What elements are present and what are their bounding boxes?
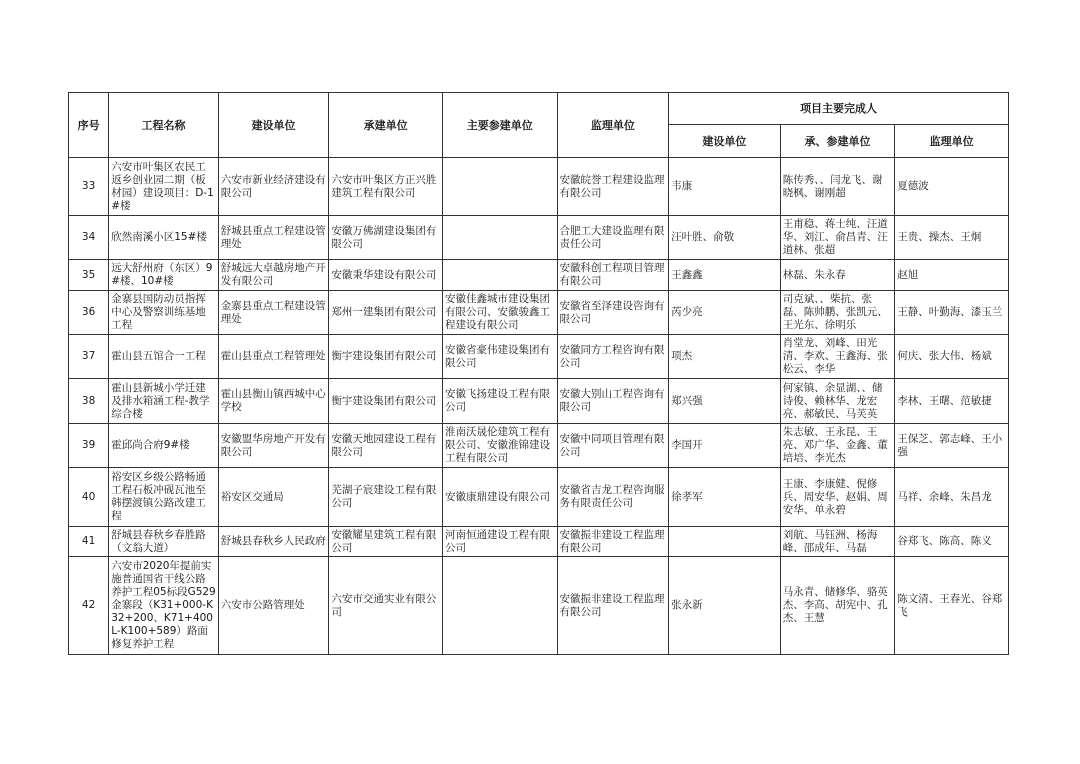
cell-no: 41	[69, 527, 109, 557]
cell-person-contractor: 陈传秀、、闫龙飞、谢晓枫、谢刚超	[780, 158, 895, 216]
cell-person-supervisor: 赵旭	[895, 260, 1009, 291]
table-row	[69, 291, 1009, 335]
cell-no: 38	[69, 379, 109, 424]
cell-builder: 金寨县重点工程建设管理处	[218, 291, 329, 335]
cell-builder: 安徽盟华房地产开发有限公司	[218, 424, 329, 468]
cell-name: 金寨县国防动员指挥中心及警察训练基地工程	[109, 291, 219, 335]
cell-no: 33	[69, 158, 109, 216]
cell-participant	[442, 557, 557, 655]
cell-person-contractor: 司克斌、、柴抗、张磊、陈帅鹏、张凯元、王光东、徐明乐	[780, 291, 895, 335]
cell-person-builder: 汪叶胜、俞敬	[669, 216, 781, 260]
cell-participant	[442, 158, 557, 216]
cell-contractor: 安徽秉华建设有限公司	[329, 260, 443, 291]
cell-contractor: 六安市叶集区方正兴胜建筑工程有限公司	[329, 158, 443, 216]
header-name: 工程名称	[109, 93, 219, 158]
cell-builder: 舒城县重点工程建设管理处	[218, 216, 329, 260]
header-contractor: 承建单位	[329, 93, 443, 158]
cell-person-builder: 李国开	[669, 424, 781, 468]
cell-builder: 舒城县春秋乡人民政府	[218, 527, 329, 557]
header-seq: 序号	[69, 93, 109, 158]
cell-person-supervisor: 谷郑飞、陈高、陈义	[895, 527, 1009, 557]
cell-participant	[442, 216, 557, 260]
cell-name: 霍邱尚合府9#楼	[109, 424, 219, 468]
cell-person-contractor: 王甫稳、蒋士纯、汪道华、刘江、俞昌青、汪道林、张超	[780, 216, 895, 260]
cell-person-contractor: 肖堂龙、刘峰、田光清、李欢、王鑫海、张松云、李华	[780, 335, 895, 379]
cell-person-supervisor: 何庆、张大伟、杨斌	[895, 335, 1009, 379]
cell-contractor: 安徽天地园建设工程有限公司	[329, 424, 443, 468]
cell-contractor: 芜湖子宸建设工程有限公司	[329, 468, 443, 527]
cell-supervisor: 安徽中同项目管理有限公司	[557, 424, 669, 468]
cell-builder: 舒城远大卓越房地产开发有限公司	[218, 260, 329, 291]
cell-name: 霍山县五馆合一工程	[109, 335, 219, 379]
cell-builder: 裕安区交通局	[218, 468, 329, 527]
cell-name: 远大舒州府（东区）9#楼、10#楼	[109, 260, 219, 291]
cell-participant: 安徽康鼎建设有限公司	[442, 468, 557, 527]
cell-person-builder: 王鑫鑫	[669, 260, 781, 291]
cell-person-builder: 张永新	[669, 557, 781, 655]
table-row	[69, 424, 1009, 468]
header-sub-contractor: 承、参建单位	[780, 125, 895, 158]
cell-supervisor: 安徽省吉龙工程咨询服务有限责任公司	[557, 468, 669, 527]
table-row	[69, 216, 1009, 260]
header-participant: 主要参建单位	[442, 93, 557, 158]
cell-person-contractor: 何家镇、余显湖、、储诗俊、赖林华、龙宏亮、郝敏民、马芙英	[780, 379, 895, 424]
cell-no: 40	[69, 468, 109, 527]
cell-contractor: 衡宇建设集团有限公司	[329, 335, 443, 379]
award-table	[68, 92, 1009, 655]
cell-participant: 安徽飞扬建设工程有限公司	[442, 379, 557, 424]
cell-person-supervisor: 李林、王曙、范敏捷	[895, 379, 1009, 424]
cell-no: 37	[69, 335, 109, 379]
header-completers: 项目主要完成人	[669, 93, 1009, 125]
cell-supervisor: 安徽科创工程项目管理有限公司	[557, 260, 669, 291]
table-row	[69, 158, 1009, 216]
cell-name: 六安市叶集区农民工返乡创业园二期（板材园）建设项目：D-1#楼	[109, 158, 219, 216]
cell-supervisor: 安徽振非建设工程监理有限公司	[557, 557, 669, 655]
cell-participant: 河南恒通建设工程有限公司	[442, 527, 557, 557]
cell-person-contractor: 林磊、朱永春	[780, 260, 895, 291]
cell-contractor: 安徽万佛湖建设集团有限公司	[329, 216, 443, 260]
cell-participant: 安徽省豪伟建设集团有限公司	[442, 335, 557, 379]
cell-builder: 六安市新业经济建设有限公司	[218, 158, 329, 216]
cell-person-builder: 项杰	[669, 335, 781, 379]
cell-person-supervisor: 马祥、余峰、朱昌龙	[895, 468, 1009, 527]
cell-person-contractor: 马永青、储修华、骆英杰、李高、胡宪中、孔杰、王慧	[780, 557, 895, 655]
cell-no: 35	[69, 260, 109, 291]
cell-person-supervisor: 夏德波	[895, 158, 1009, 216]
cell-name: 裕安区乡级公路畅通工程石板冲砚瓦池至韩摆渡镇公路改建工程	[109, 468, 219, 527]
cell-participant: 淮南沃晟伦建筑工程有限公司、安徽淮锦建设工程有限公司	[442, 424, 557, 468]
cell-person-supervisor: 王静、叶勤海、漆玉兰	[895, 291, 1009, 335]
cell-name: 欣然南溪小区15#楼	[109, 216, 219, 260]
table-row	[69, 557, 1009, 655]
cell-participant	[442, 260, 557, 291]
cell-no: 39	[69, 424, 109, 468]
cell-name: 六安市2020年提前实施普通国省干线公路养护工程05标段G529金寨段（K31+000-K32+200、K71+400L-K100+589）路面修复养护工程	[109, 557, 219, 655]
cell-contractor: 六安市交通实业有限公司	[329, 557, 443, 655]
cell-person-contractor: 朱志敏、王永昆、王亮、邓广华、金鑫、董培培、李光杰	[780, 424, 895, 468]
cell-builder: 霍山县重点工程管理处	[218, 335, 329, 379]
cell-person-supervisor: 陈文清、王春光、谷郑飞	[895, 557, 1009, 655]
cell-participant: 安徽佳鑫城市建设集团有限公司、安徽骏鑫工程建设有限公司	[442, 291, 557, 335]
cell-supervisor: 安徽大别山工程咨询有限公司	[557, 379, 669, 424]
cell-person-builder	[669, 527, 781, 557]
header-sub-builder: 建设单位	[669, 125, 781, 158]
cell-supervisor: 安徽同方工程咨询有限公司	[557, 335, 669, 379]
table-row	[69, 260, 1009, 291]
cell-supervisor: 安徽振非建设工程监理有限公司	[557, 527, 669, 557]
table-row	[69, 468, 1009, 527]
cell-person-builder: 郑兴强	[669, 379, 781, 424]
header-sub-supervisor: 监理单位	[895, 125, 1009, 158]
cell-builder: 霍山县衡山镇西城中心学校	[218, 379, 329, 424]
table-row	[69, 527, 1009, 557]
cell-builder: 六安市公路管理处	[218, 557, 329, 655]
cell-supervisor: 合肥工大建设监理有限责任公司	[557, 216, 669, 260]
table-row	[69, 379, 1009, 424]
cell-contractor: 安徽耀星建筑工程有限公司	[329, 527, 443, 557]
cell-person-builder: 徐孝军	[669, 468, 781, 527]
cell-person-supervisor: 王保芝、郭志峰、王小强	[895, 424, 1009, 468]
cell-no: 36	[69, 291, 109, 335]
cell-person-builder: 芮少亮	[669, 291, 781, 335]
cell-person-supervisor: 王贵、操杰、王炯	[895, 216, 1009, 260]
cell-name: 舒城县春秋乡春胜路（文翁大道）	[109, 527, 219, 557]
cell-no: 42	[69, 557, 109, 655]
cell-person-builder: 韦康	[669, 158, 781, 216]
cell-no: 34	[69, 216, 109, 260]
table-row	[69, 335, 1009, 379]
cell-name: 霍山县新城小学迁建及排水箱涵工程-教学综合楼	[109, 379, 219, 424]
cell-supervisor: 安徽皖誉工程建设监理有限公司	[557, 158, 669, 216]
header-supervisor: 监理单位	[557, 93, 669, 158]
cell-supervisor: 安徽省至泽建设咨询有限公司	[557, 291, 669, 335]
cell-contractor: 衡宇建设集团有限公司	[329, 379, 443, 424]
cell-person-contractor: 王康、李康健、倪修兵、周安华、赵娟、周安华、单永碧	[780, 468, 895, 527]
cell-person-contractor: 刘航、马钰洲、杨海峰、邵成年、马磊	[780, 527, 895, 557]
header-builder: 建设单位	[218, 93, 329, 158]
cell-contractor: 郑州一建集团有限公司	[329, 291, 443, 335]
